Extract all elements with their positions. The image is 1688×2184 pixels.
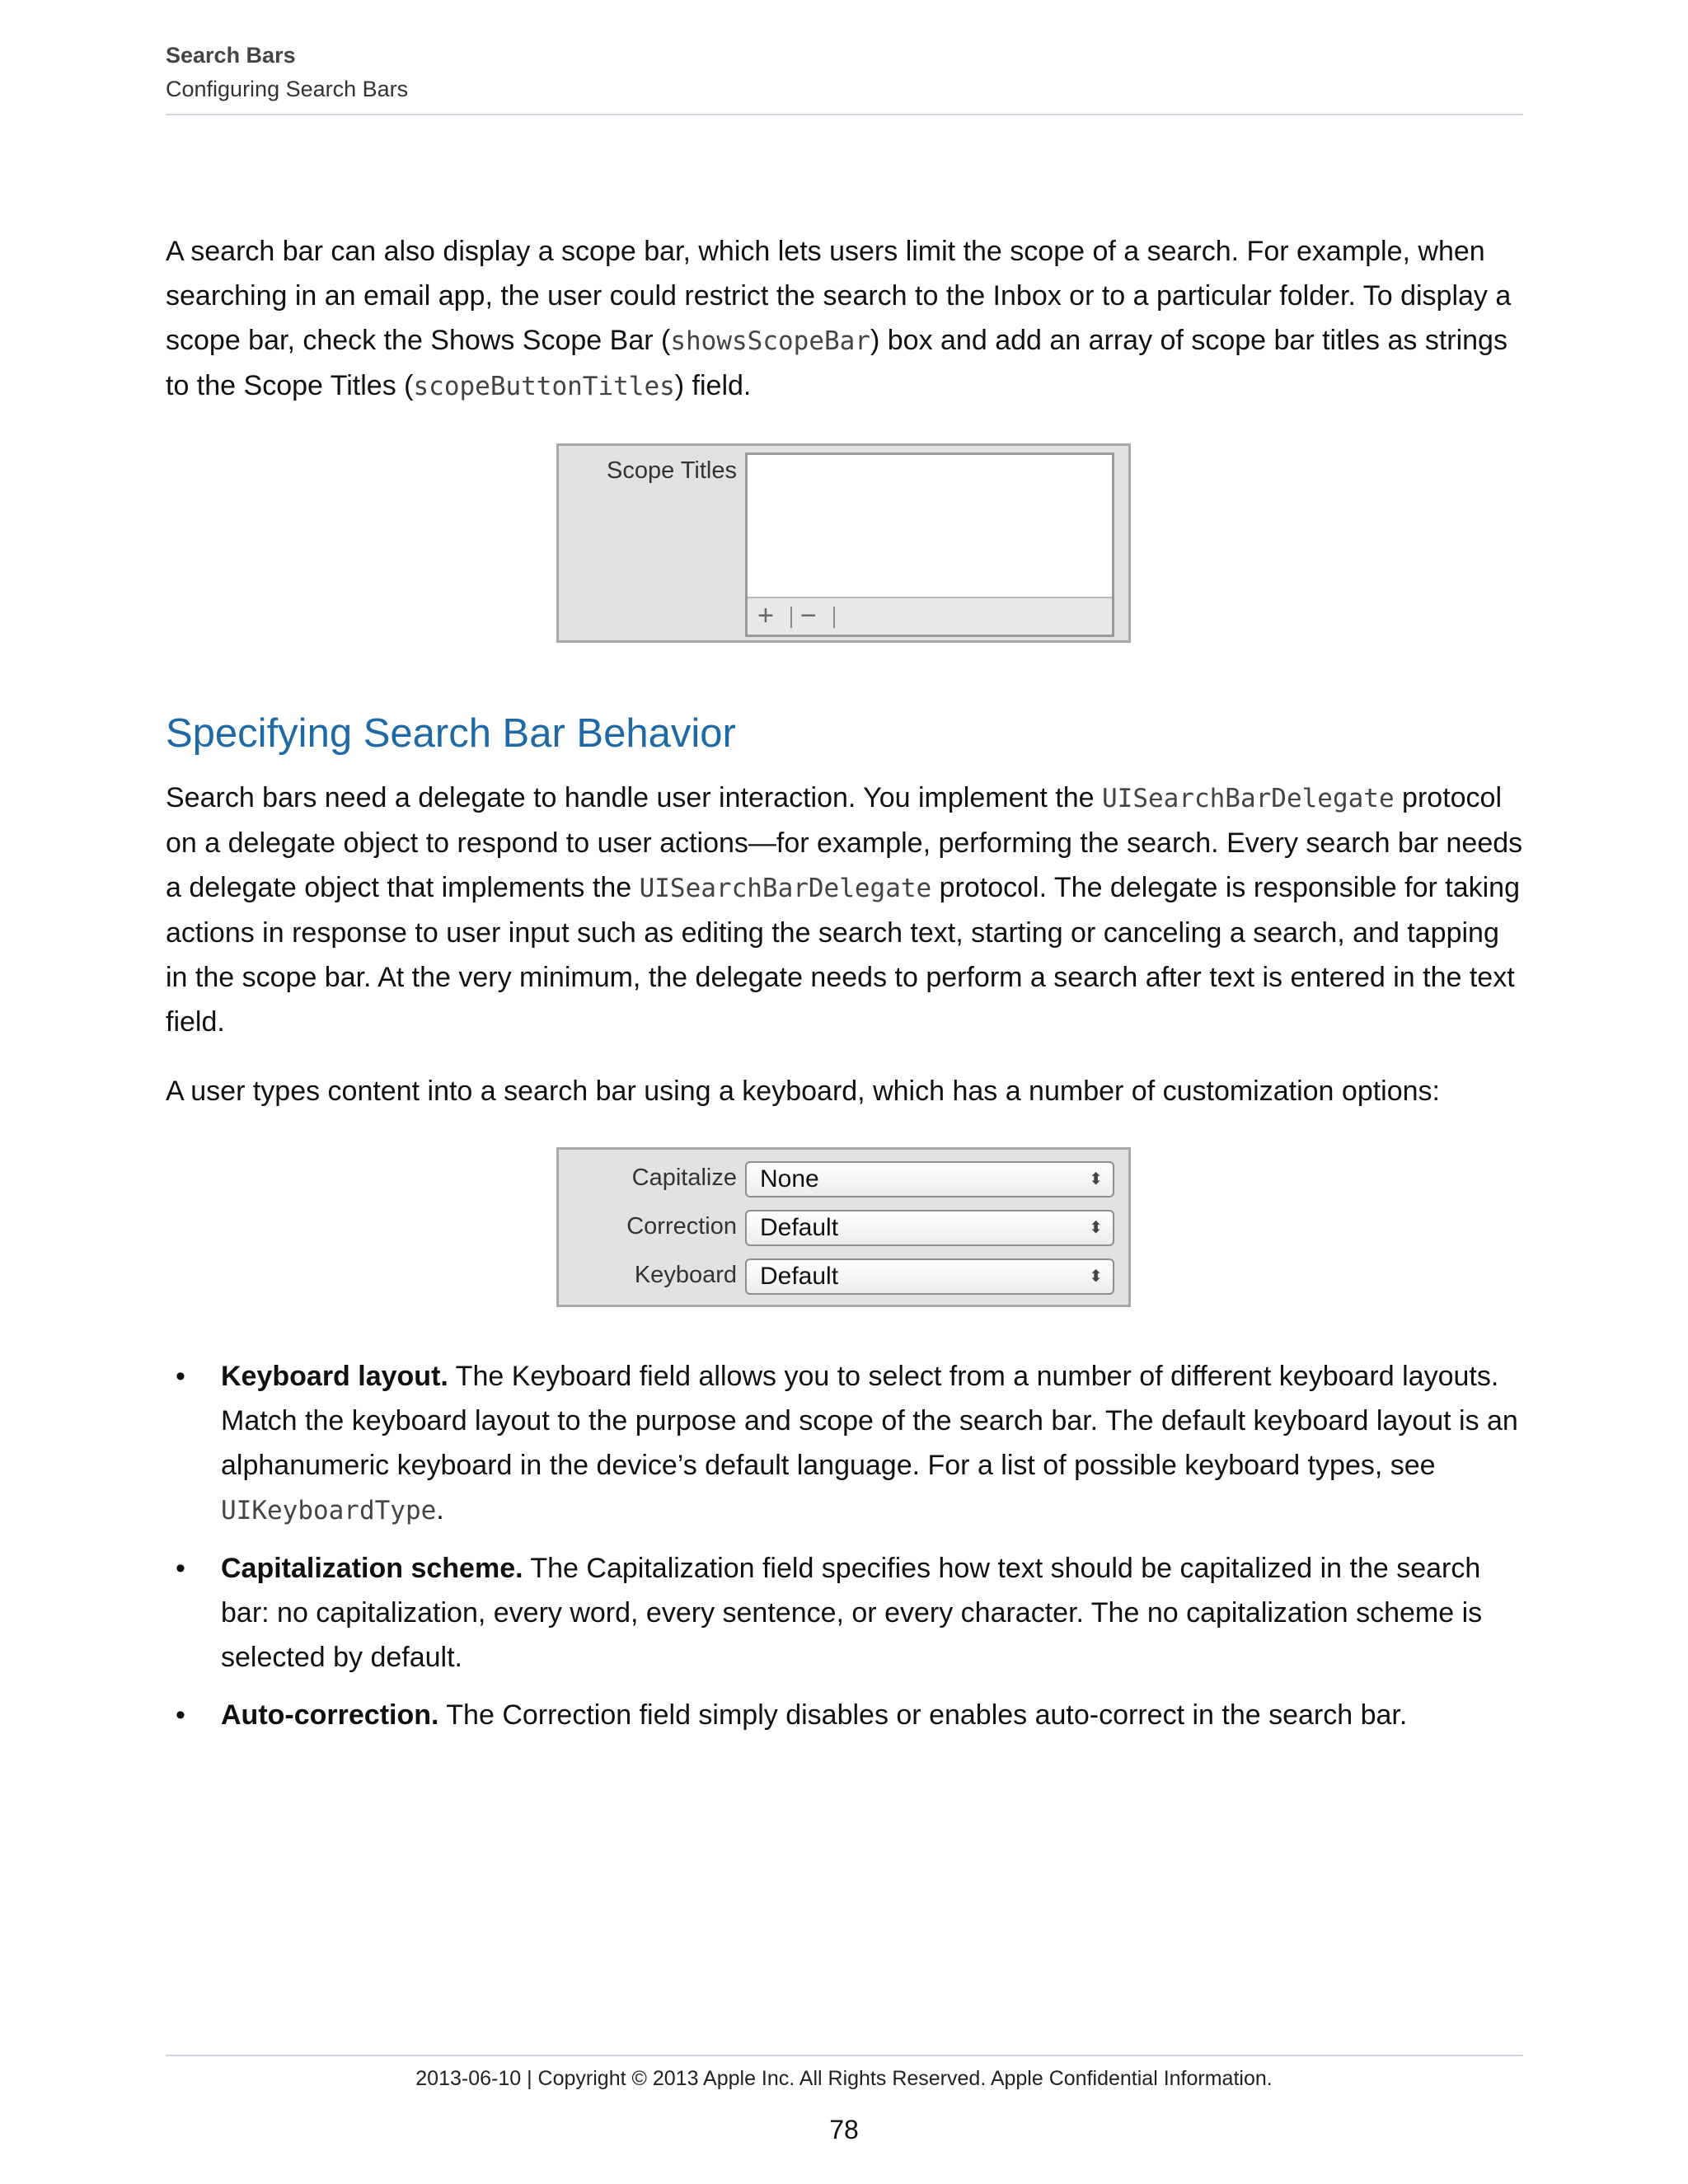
keyboard-value: Default <box>760 1263 839 1290</box>
keyboard-select[interactable] <box>745 1258 1114 1295</box>
copyright-footer: 2013-06-10 | Copyright © 2013 Apple Inc. All Rights Reserved. Apple Confidential Information. <box>415 2067 1273 2090</box>
bullet-title: Keyboard layout. <box>221 1361 448 1392</box>
code-shows-scope-bar: showsScopeBar <box>670 326 870 356</box>
keyboard-row <box>559 1258 1128 1298</box>
scope-titles-toolbar <box>748 597 1112 635</box>
list-item <box>166 1546 1526 1680</box>
section-heading: Specifying Search Bar Behavior <box>166 711 736 756</box>
scope-titles-label: Scope Titles <box>607 457 737 484</box>
code-search-bar-delegate-2: UISearchBarDelegate <box>639 874 932 903</box>
capitalize-value: None <box>760 1165 819 1193</box>
capitalize-row <box>559 1161 1128 1201</box>
code-scope-button-titles: scopeButtonTitles <box>413 372 675 401</box>
bullet-title: Auto-correction. <box>221 1699 439 1731</box>
scope-titles-list[interactable] <box>745 452 1114 637</box>
code-keyboard-type: UIKeyboardType <box>221 1496 437 1526</box>
capitalize-select[interactable] <box>745 1161 1114 1197</box>
options-list <box>166 1354 1526 1750</box>
delegate-text-3: protocol. The delegate is responsible for taking actions in response to user input such as editing the search text, starting or canceling a search, and tapping in the scope bar. At the very minimum, the delegate needs to perform a search after text is entered in the text field. <box>166 872 1521 1038</box>
add-icon[interactable]: + <box>757 600 774 631</box>
remove-icon[interactable]: − <box>800 600 817 631</box>
list-item <box>166 1693 1526 1737</box>
bullet-title: Capitalization scheme. <box>221 1553 523 1584</box>
keyboard-intro-paragraph: A user types content into a search bar using a keyboard, which has a number of customization options: <box>166 1076 1440 1107</box>
keyboard-options-panel <box>556 1147 1131 1307</box>
section-title: Configuring Search Bars <box>166 77 409 101</box>
capitalize-label: Capitalize <box>631 1165 737 1191</box>
delegate-paragraph <box>166 776 1526 1044</box>
select-arrows-icon: ⬍ <box>1089 1170 1103 1188</box>
bullet-icon: • <box>176 1361 185 1392</box>
delegate-text-1: Search bars need a delegate to handle user interaction. You implement the <box>166 782 1102 813</box>
intro-text-2: ) box and add an array of scope bar titles as strings to the Scope Titles ( <box>166 325 1507 401</box>
correction-label: Correction <box>626 1213 737 1240</box>
footer-divider <box>166 2055 1523 2056</box>
correction-select[interactable] <box>745 1210 1114 1246</box>
bullet-icon: • <box>176 1699 185 1731</box>
bullet-text: The Correction field simply disables or enables auto-correct in the search bar. <box>438 1699 1408 1731</box>
intro-text-3: ) field. <box>674 370 752 401</box>
scope-titles-panel <box>556 443 1131 643</box>
select-arrows-icon: ⬍ <box>1089 1219 1103 1237</box>
bullet-text: The Capitalization field specifies how text should be capitalized in the search bar: no capitalization, every word, every sentence, or every character. The no capitalization scheme is selected by default. <box>221 1553 1483 1673</box>
bullet-end: . <box>436 1494 444 1526</box>
bullet-text: The Keyboard field allows you to select from a number of different keyboard layouts. Match the keyboard layout to the purpose and scope of the search bar. The default keyboard layout is an alphanumeric keyboard in the device’s default language. For a list of possible keyboard types, see <box>221 1361 1518 1481</box>
page-number: 78 <box>829 2115 859 2144</box>
toolbar-separator <box>833 607 835 628</box>
code-search-bar-delegate: UISearchBarDelegate <box>1102 784 1395 813</box>
toolbar-separator <box>790 607 792 628</box>
intro-paragraph <box>166 229 1526 409</box>
intro-text-1: A search bar can also display a scope bar, which lets users limit the scope of a search. For example, when searching in an email app, the user could restrict the search to the Inbox or to a particular folder. To display a scope bar, check the Shows Scope Bar ( <box>166 236 1512 356</box>
list-item <box>166 1354 1526 1533</box>
bullet-icon: • <box>176 1553 185 1584</box>
correction-value: Default <box>760 1214 839 1241</box>
header-divider <box>166 114 1523 115</box>
keyboard-label: Keyboard <box>634 1262 737 1288</box>
doc-title: Search Bars <box>166 43 296 68</box>
running-header <box>166 40 1523 105</box>
select-arrows-icon: ⬍ <box>1089 1268 1103 1286</box>
correction-row <box>559 1210 1128 1249</box>
delegate-text-2: protocol on a delegate object to respond to user actions—for example, performing the search. Every search bar needs a delegate object that implements the <box>166 782 1523 903</box>
